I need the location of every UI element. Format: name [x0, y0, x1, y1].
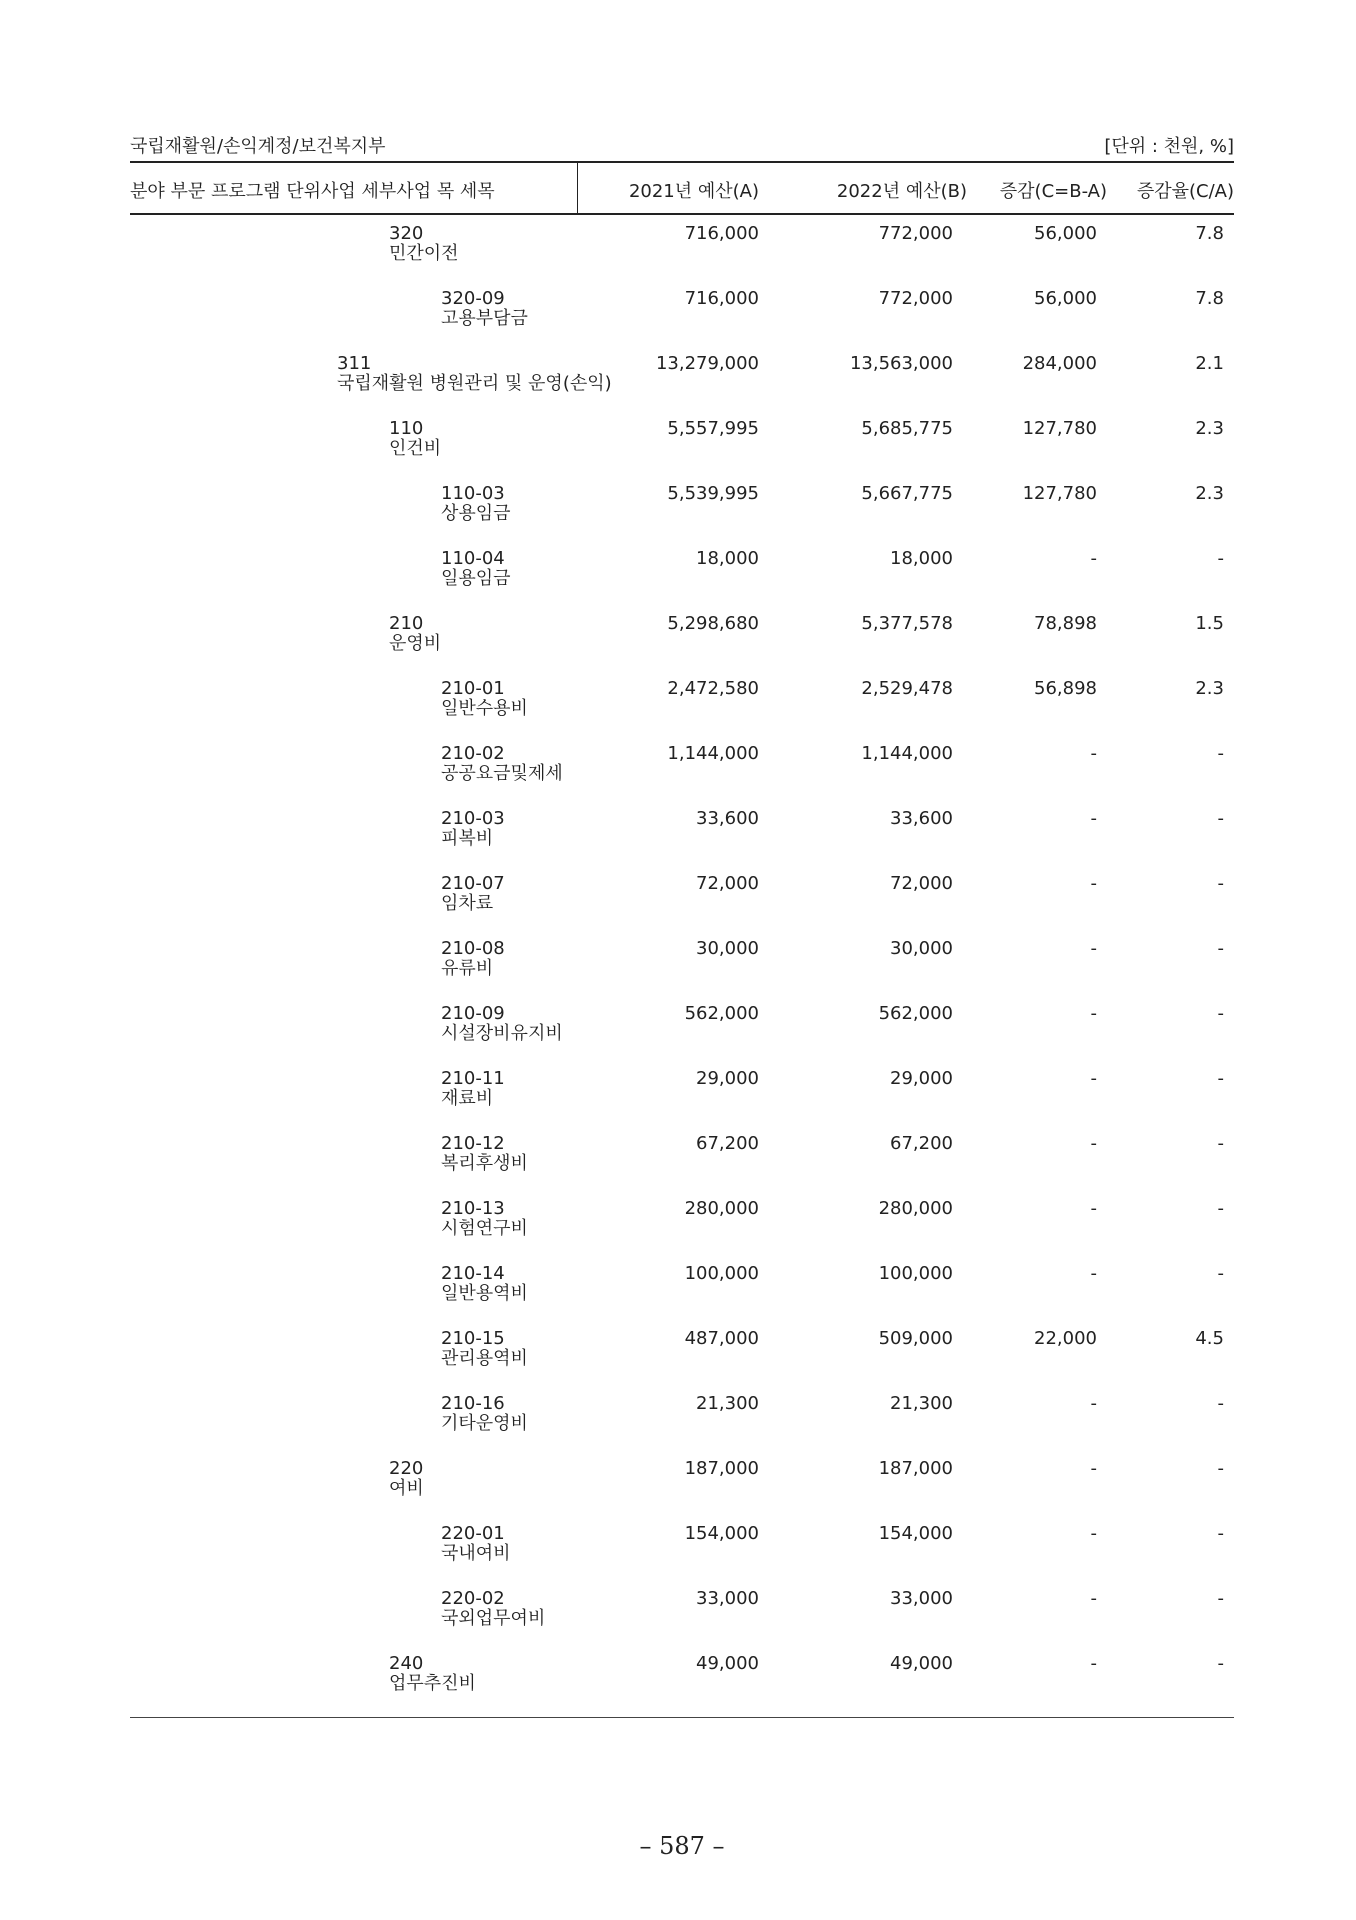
row-name: 민간이전 — [389, 243, 459, 264]
row-name: 상용임금 — [441, 503, 511, 524]
row-name: 고용부담금 — [441, 308, 528, 329]
table-row — [130, 1329, 1234, 1394]
row-budget-2022: 562,000 — [878, 1003, 953, 1024]
row-name: 임차료 — [441, 893, 494, 914]
row-name: 피복비 — [441, 828, 494, 849]
row-name: 인건비 — [389, 438, 442, 459]
row-budget-2021: 5,539,995 — [667, 483, 759, 504]
row-budget-2022: 100,000 — [878, 1263, 953, 1284]
table-row — [130, 1394, 1234, 1459]
header-budget-2021: 2021년 예산(A) — [628, 181, 759, 202]
row-code: 210-01 — [441, 678, 505, 699]
row-change: 22,000 — [1034, 1328, 1097, 1349]
table-row — [130, 1199, 1234, 1264]
row-budget-2021: 33,000 — [696, 1588, 759, 1609]
row-change: - — [1090, 1653, 1097, 1674]
row-change: 56,898 — [1034, 678, 1097, 699]
row-change: - — [1090, 1133, 1097, 1154]
row-budget-2022: 509,000 — [878, 1328, 953, 1349]
header-budget-2022: 2022년 예산(B) — [836, 181, 967, 202]
row-budget-2022: 280,000 — [878, 1198, 953, 1219]
row-budget-2021: 33,600 — [696, 808, 759, 829]
row-name: 운영비 — [389, 633, 442, 654]
table-row — [130, 874, 1234, 939]
row-change: 78,898 — [1034, 613, 1097, 634]
row-budget-2021: 716,000 — [684, 288, 759, 309]
row-name: 재료비 — [441, 1088, 494, 1109]
document-page — [130, 0, 1234, 1920]
row-code: 210-14 — [441, 1263, 505, 1284]
table-row — [130, 744, 1234, 809]
table-row — [130, 289, 1234, 354]
row-name: 여비 — [389, 1478, 424, 1499]
row-change-rate: - — [1217, 1458, 1224, 1479]
row-budget-2022: 21,300 — [890, 1393, 953, 1414]
row-code: 311 — [337, 353, 372, 374]
row-budget-2021: 21,300 — [696, 1393, 759, 1414]
row-change-rate: 4.5 — [1195, 1328, 1224, 1349]
row-change: - — [1090, 1393, 1097, 1414]
row-name: 기타운영비 — [441, 1413, 528, 1434]
row-change: 284,000 — [1022, 353, 1097, 374]
page-number: – 587 – — [639, 1832, 725, 1860]
row-budget-2022: 5,685,775 — [861, 418, 953, 439]
bottom-rule — [130, 1717, 1234, 1718]
row-name: 유류비 — [441, 958, 494, 979]
table-row — [130, 354, 1234, 419]
row-code: 110 — [389, 418, 424, 439]
row-name: 국내여비 — [441, 1543, 511, 1564]
row-change: - — [1090, 938, 1097, 959]
row-budget-2022: 33,000 — [890, 1588, 953, 1609]
row-code: 110-04 — [441, 548, 505, 569]
row-budget-2022: 2,529,478 — [861, 678, 953, 699]
row-code: 110-03 — [441, 483, 505, 504]
row-code: 210-12 — [441, 1133, 505, 1154]
row-budget-2021: 72,000 — [696, 873, 759, 894]
row-change: - — [1090, 548, 1097, 569]
row-code: 210-09 — [441, 1003, 505, 1024]
row-change-rate: - — [1217, 743, 1224, 764]
table-row — [130, 809, 1234, 874]
row-change-rate: - — [1217, 938, 1224, 959]
row-budget-2021: 1,144,000 — [667, 743, 759, 764]
row-code: 210-03 — [441, 808, 505, 829]
row-name: 일반수용비 — [441, 698, 528, 719]
row-budget-2021: 49,000 — [696, 1653, 759, 1674]
top-line — [130, 132, 1234, 160]
row-name: 공공요금및제세 — [441, 763, 563, 784]
row-code: 210-07 — [441, 873, 505, 894]
row-change-rate: - — [1217, 1133, 1224, 1154]
table-row — [130, 614, 1234, 679]
table-row — [130, 1524, 1234, 1589]
row-change-rate: - — [1217, 808, 1224, 829]
header-classification: 분야 부문 프로그램 단위사업 세부사업 목 세목 — [130, 181, 495, 202]
row-budget-2022: 30,000 — [890, 938, 953, 959]
row-change: 127,780 — [1022, 418, 1097, 439]
table-row — [130, 1654, 1234, 1719]
row-change: - — [1090, 1263, 1097, 1284]
row-budget-2021: 5,298,680 — [667, 613, 759, 634]
row-budget-2022: 772,000 — [878, 223, 953, 244]
header-change: 증감(C=B-A) — [999, 181, 1107, 202]
row-change-rate: - — [1217, 1393, 1224, 1414]
row-code: 220-02 — [441, 1588, 505, 1609]
breadcrumb: 국립재활원/손익계정/보건복지부 — [130, 136, 386, 157]
row-budget-2022: 5,667,775 — [861, 483, 953, 504]
table-row — [130, 224, 1234, 289]
row-code: 210-15 — [441, 1328, 505, 1349]
row-change-rate: 2.3 — [1195, 483, 1224, 504]
row-name: 시설장비유지비 — [441, 1023, 563, 1044]
row-change-rate: - — [1217, 1263, 1224, 1284]
row-change: - — [1090, 873, 1097, 894]
row-change-rate: - — [1217, 1003, 1224, 1024]
table-row — [130, 1004, 1234, 1069]
row-change: - — [1090, 743, 1097, 764]
table-row — [130, 1134, 1234, 1199]
row-budget-2021: 67,200 — [696, 1133, 759, 1154]
table-row — [130, 1264, 1234, 1329]
row-budget-2022: 72,000 — [890, 873, 953, 894]
row-change-rate: 2.1 — [1195, 353, 1224, 374]
row-change: - — [1090, 1458, 1097, 1479]
row-budget-2022: 49,000 — [890, 1653, 953, 1674]
row-budget-2022: 13,563,000 — [849, 353, 953, 374]
row-budget-2021: 18,000 — [696, 548, 759, 569]
row-budget-2021: 100,000 — [684, 1263, 759, 1284]
row-change: - — [1090, 808, 1097, 829]
row-budget-2022: 1,144,000 — [861, 743, 953, 764]
row-budget-2022: 772,000 — [878, 288, 953, 309]
row-change-rate: 1.5 — [1195, 613, 1224, 634]
row-budget-2021: 562,000 — [684, 1003, 759, 1024]
row-code: 210-02 — [441, 743, 505, 764]
table-header — [130, 163, 1234, 213]
row-code: 210-11 — [441, 1068, 505, 1089]
row-budget-2021: 5,557,995 — [667, 418, 759, 439]
row-budget-2022: 67,200 — [890, 1133, 953, 1154]
row-change: - — [1090, 1198, 1097, 1219]
row-change-rate: - — [1217, 1198, 1224, 1219]
row-change: 56,000 — [1034, 223, 1097, 244]
row-code: 320-09 — [441, 288, 505, 309]
row-change-rate: - — [1217, 1653, 1224, 1674]
row-code: 210-13 — [441, 1198, 505, 1219]
row-budget-2021: 280,000 — [684, 1198, 759, 1219]
row-change: - — [1090, 1003, 1097, 1024]
table-row — [130, 939, 1234, 1004]
row-name: 일반용역비 — [441, 1283, 528, 1304]
header-rule — [130, 213, 1234, 215]
table-row — [130, 1459, 1234, 1524]
row-change-rate: 7.8 — [1195, 223, 1224, 244]
row-budget-2021: 29,000 — [696, 1068, 759, 1089]
row-name: 업무추진비 — [389, 1673, 476, 1694]
row-budget-2022: 29,000 — [890, 1068, 953, 1089]
table-row — [130, 679, 1234, 744]
table-row — [130, 419, 1234, 484]
row-budget-2022: 187,000 — [878, 1458, 953, 1479]
row-budget-2022: 5,377,578 — [861, 613, 953, 634]
row-code: 240 — [389, 1653, 424, 1674]
row-budget-2022: 18,000 — [890, 548, 953, 569]
row-budget-2021: 13,279,000 — [655, 353, 759, 374]
row-code: 220-01 — [441, 1523, 505, 1544]
row-code: 220 — [389, 1458, 424, 1479]
row-change: - — [1090, 1068, 1097, 1089]
row-change-rate: 7.8 — [1195, 288, 1224, 309]
row-change-rate: 2.3 — [1195, 418, 1224, 439]
header-change-rate: 증감율(C/A) — [1136, 181, 1234, 202]
row-change: - — [1090, 1523, 1097, 1544]
row-budget-2021: 187,000 — [684, 1458, 759, 1479]
row-budget-2022: 33,600 — [890, 808, 953, 829]
row-change: 127,780 — [1022, 483, 1097, 504]
row-code: 210 — [389, 613, 424, 634]
row-name: 시험연구비 — [441, 1218, 528, 1239]
row-code: 210-16 — [441, 1393, 505, 1414]
row-name: 일용임금 — [441, 568, 511, 589]
row-budget-2022: 154,000 — [878, 1523, 953, 1544]
row-change-rate: - — [1217, 1523, 1224, 1544]
row-name: 국립재활원 병원관리 및 운영(손익) — [337, 373, 612, 394]
table-row — [130, 484, 1234, 549]
row-change-rate: - — [1217, 548, 1224, 569]
row-change: 56,000 — [1034, 288, 1097, 309]
row-budget-2021: 716,000 — [684, 223, 759, 244]
row-name: 관리용역비 — [441, 1348, 528, 1369]
row-code: 210-08 — [441, 938, 505, 959]
table-row — [130, 1589, 1234, 1654]
row-change-rate: - — [1217, 1068, 1224, 1089]
row-code: 320 — [389, 223, 424, 244]
row-change: - — [1090, 1588, 1097, 1609]
row-change-rate: - — [1217, 1588, 1224, 1609]
row-budget-2021: 154,000 — [684, 1523, 759, 1544]
row-change-rate: 2.3 — [1195, 678, 1224, 699]
table-body — [130, 224, 1234, 1719]
unit-label: [단위 : 천원, %] — [1104, 136, 1234, 157]
row-budget-2021: 30,000 — [696, 938, 759, 959]
row-name: 국외업무여비 — [441, 1608, 546, 1629]
header-divider — [577, 163, 578, 213]
table-row — [130, 549, 1234, 614]
row-change-rate: - — [1217, 873, 1224, 894]
row-name: 복리후생비 — [441, 1153, 528, 1174]
row-budget-2021: 2,472,580 — [667, 678, 759, 699]
row-budget-2021: 487,000 — [684, 1328, 759, 1349]
table-row — [130, 1069, 1234, 1134]
